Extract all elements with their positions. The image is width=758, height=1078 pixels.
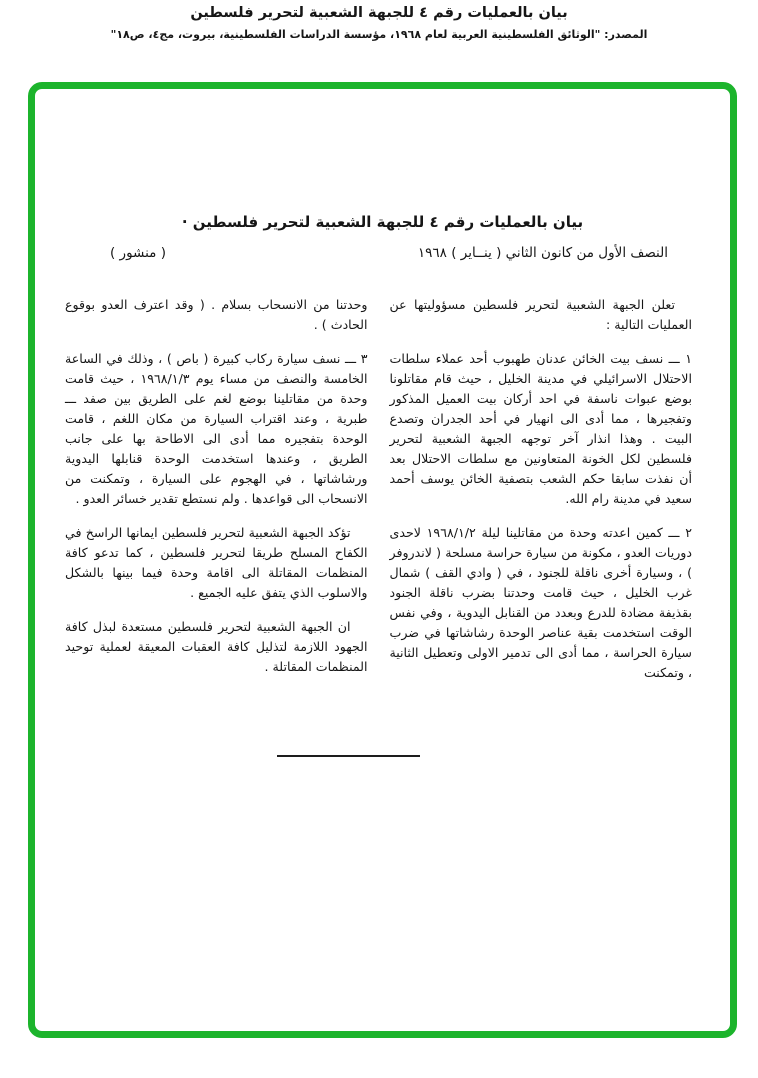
column-left (65, 295, 368, 697)
document-date-row (110, 245, 668, 261)
paragraph-operation-1: ١ ـــ نسف بيت الخائن عدنان طهبوب أحد عملاء سلطات الاحتلال الاسرائيلي في مدينة الخليل ، حيث قام مقاتلونا بوضع عبوات ناسفة في احد أركان بيت العميل المذكور وتفجيرها ، مما أدى الى انهيار في أحد الجدران وتصدع البيت . وهذا انذار آخر توجهه الجبهة الشعبية لتحرير فلسطين لكل الخونة المتعاونين مع سلطات الاحتلال بعد أن نفذت سابقا حكم الشعب بتصفية الخائن يوسف أحمد سعيد في مدينة رام الله. (389, 351, 692, 506)
document-columns (65, 295, 692, 697)
paragraph-operation-3: ٣ ـــ نسف سيارة ركاب كبيرة ( باص ) ، وذلك في الساعة الخامسة والنصف من مساء يوم ١٩٦٨/١/٣ ، حيث قامت وحدة من مقاتلينا بوضع لغم على الطريق بين صفد ـــ طبرية ، وعند اقتراب السيارة من مكان اللغم ، قامت الوحدة بتفجيره مما أدى الى الاطاحة بها على جانب الطريق ، وعندها استخدمت الوحدة قنابلها اليدوية ورشاشاتها ، في الهجوم على السيارة ، وتمكنت من الانسحاب الى قواعدها . ولم نستطع تقدير خسائر العدو . (65, 351, 368, 506)
document-frame (28, 82, 737, 1038)
source-citation: المصدر: "الوثائق الفلسطينية العربية لعام ١٩٦٨، مؤسسة الدراسات الفلسطينية، بيروت، مج٤، ص١٨" (110, 28, 648, 41)
document-title: بيان بالعمليات رقم ٤ للجبهة الشعبية لتحرير فلسطين · (181, 213, 584, 231)
document-date: النصف الأول من كانون الثاني ( ينــاير ) ١٩٦٨ (417, 245, 668, 261)
paragraph-operation-2: ٢ ـــ كمين اعدته وحدة من مقاتلينا ليلة ١٩٦٨/١/٢ لاحدى دوريات العدو ، مكونة من سيارة حراسة مسلحة ( لاندروفر ) ، وسيارة أخرى ناقلة للجنود ، في ( وادي القف ) شمال غرب الخليل ، حيث قامت وحدتنا بضرب ناقلة الجنود بقذيفة مضادة للدرع وبعدد من القنابل اليدوية ، وفي نفس الوقت استخدمت بقية عناصر الوحدة رشاشاتها في ضرب سيارة الحراسة ، مما أدى الى تدمير الاولى وتعطيل الثانية ، وتمكنت (389, 525, 692, 680)
paragraph-readiness: ان الجبهة الشعبية لتحرير فلسطين مستعدة لبذل كافة الجهود اللازمة لتذليل كافة العقبات المعيقة لعملية توحيد المنظمات المقاتلة . (65, 619, 368, 674)
paragraph-operation-2-continued: وحدتنا من الانسحاب بسلام . ( وقد اعترف العدو بوقوع الحادث ) . (65, 297, 368, 332)
paragraph-unity-affirmation: تؤكد الجبهة الشعبية لتحرير فلسطين ايمانها الراسخ في الكفاح المسلح طريقا لتحرير فلسطين ، كما تدعو كافة المنظمات المقاتلة الى اقامة وحدة فيما بينها بالشكل والاسلوب الذي يتفق عليه الجميع . (65, 525, 368, 600)
paragraph-intro: تعلن الجبهة الشعبية لتحرير فلسطين مسؤوليتها عن العمليات التالية : (389, 297, 692, 332)
publication-note: ( منشور ) (110, 245, 166, 261)
column-right (390, 295, 693, 697)
signature-line (277, 755, 420, 757)
page-title: بيان بالعمليات رقم ٤ للجبهة الشعبية لتحرير فلسطين (190, 5, 568, 21)
page-header (0, 5, 758, 41)
